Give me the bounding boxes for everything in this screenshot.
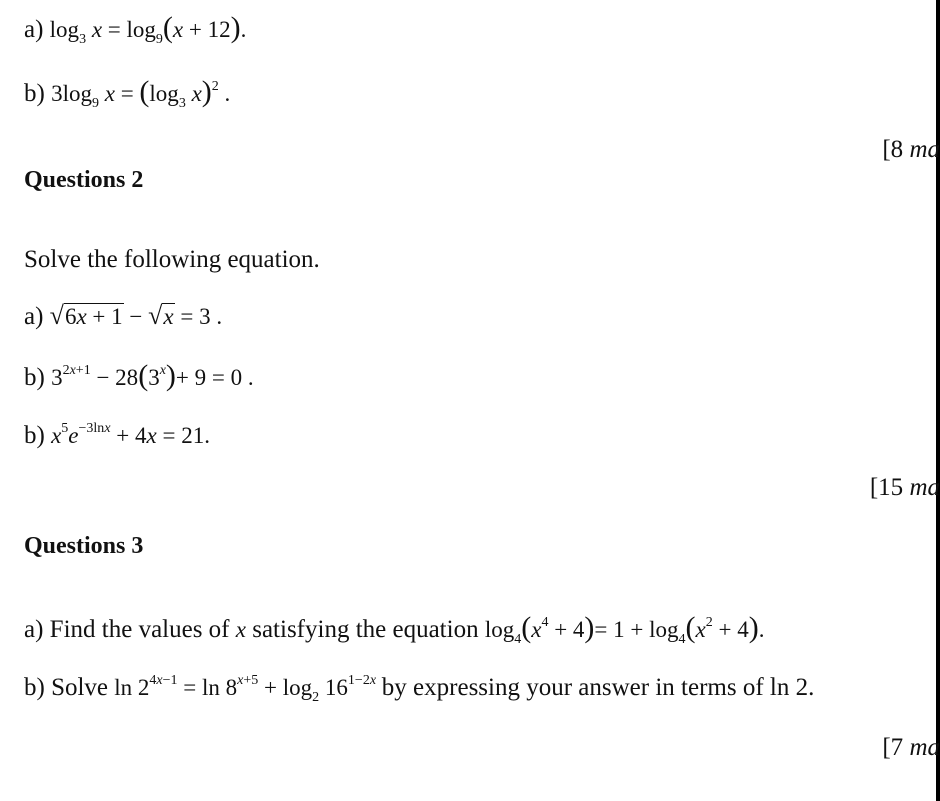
q2-a-equation: √6x + 1 − √x = 3 . (49, 301, 223, 330)
q3-b-text-after: by expressing your answer in terms of ln 2. (381, 674, 815, 701)
q2-c-equation: $x^5e^{-3lnx} + 4x = 21$. (51, 421, 210, 448)
q3-a-text-before: a) Find the values of (24, 616, 230, 643)
q3-marks-open: [7 (882, 734, 904, 761)
q3-a-equation: $\log_4(x^4 + 4)= 1 + \log_4(x^2 + 4)$. (484, 611, 765, 647)
q1-a-label: a) (24, 16, 44, 43)
page-right-edge (936, 0, 940, 801)
q2-instruction: Solve the following equation. (24, 246, 320, 273)
q2-part-b (24, 360, 254, 398)
q2-marks-open: [15 (869, 474, 904, 501)
q2-b-equation: $3^{2x+1} - 28(3^x)+ 9 = 0$ . (51, 359, 254, 392)
q2-b-label: b) (24, 364, 45, 391)
q2-marks-unit: ma (909, 474, 940, 501)
q1-b-equation: $3\log_9$ $x = (\log_3$ x)$^2$ . (51, 75, 231, 111)
q2-c-label: b) (24, 422, 45, 449)
q1-a-equation: $\log_3 x = \log_9(x + 12)$. (49, 11, 247, 47)
q2-marks (870, 472, 940, 504)
q1-marks-unit: ma (909, 136, 940, 163)
q2-part-a (24, 300, 222, 333)
q3-part-b (24, 672, 814, 708)
q3-heading: Questions 3 (24, 533, 144, 559)
q2-heading: Questions 2 (24, 167, 144, 193)
q3-marks (882, 732, 940, 764)
q3-a-text-after: satisfying the equation (252, 616, 479, 643)
q3-part-a (24, 612, 764, 650)
q3-b-text-before: b) Solve (24, 674, 109, 701)
q1-b-label: b) (24, 80, 45, 107)
q1-part-b (24, 76, 230, 114)
q3-a-variable: x (235, 617, 246, 642)
q3-marks-unit: ma (909, 734, 940, 761)
q1-part-a (24, 12, 246, 50)
q3-b-equation: $\ln 2^{4x-1} = \ln 8^{x+5} + \log_2 16^{1-2x}$ (114, 673, 377, 705)
q1-marks-open: [8 (882, 136, 904, 163)
q1-marks (882, 134, 940, 166)
q2-a-label: a) (24, 303, 44, 330)
q2-part-c (24, 420, 210, 456)
